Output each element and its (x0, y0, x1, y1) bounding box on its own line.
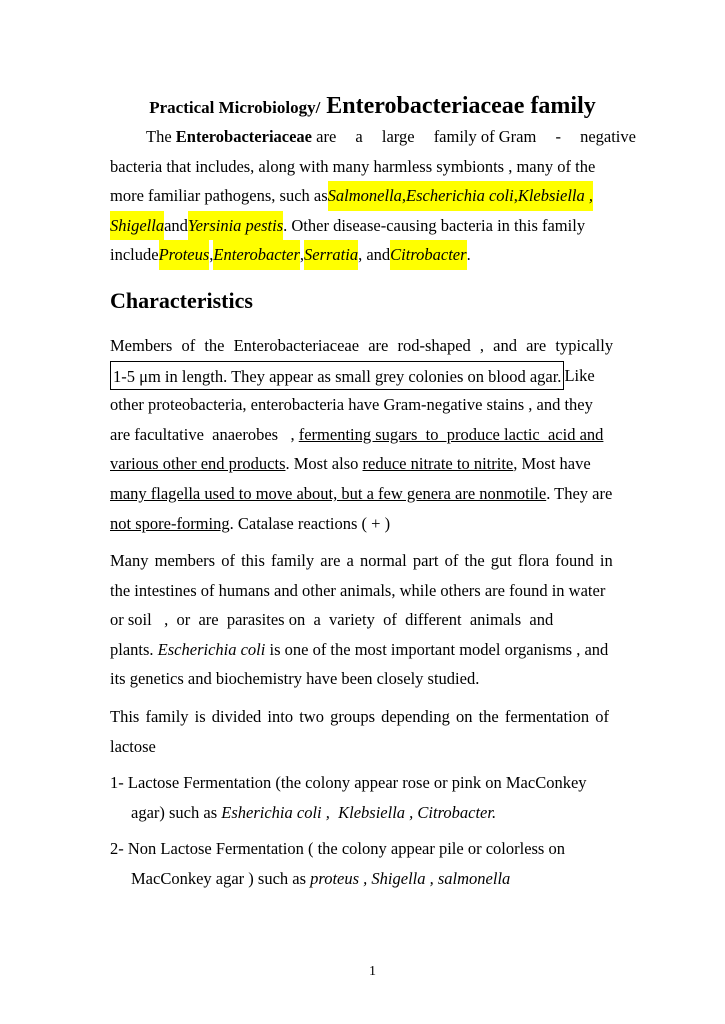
highlight-serratia: Serratia (304, 240, 358, 270)
chars-line-6: many flagella used to move about, but a few genera are nonmotile . They are (110, 483, 613, 503)
chars-line-4: are facultative anaerobes , fermenting sugars to produce lactic acid and (110, 424, 604, 444)
flora-line-3: or soil , or are parasites on a variety of different animals and (110, 610, 554, 630)
list-item-2-line-1: 2- Non Lactose Fermentation ( the colony appear pile or colorless on (110, 839, 565, 858)
highlight-citrobacter: Citrobacter (390, 240, 466, 270)
characteristics-paragraph (110, 331, 636, 538)
boxed-text: 1-5 μm in length. They appear as small grey colonies on blood agar. (110, 361, 564, 391)
highlight-proteus: Proteus (159, 240, 210, 270)
fermentation-list-2 (110, 834, 636, 893)
intro-paragraph (110, 122, 636, 270)
list-item-1-line-2: agar) such as Esherichia coli , Klebsiella , Citrobacter. (131, 802, 497, 822)
highlight-enterobacter: Enterobacter (213, 240, 299, 270)
list-item-2-line-2: MacConkey agar ) such as proteus , Shigella , salmonella (131, 868, 511, 888)
intro-line-3: more familiar pathogens, such as Salmonella , Escherichia coli , Klebsiella , (110, 181, 636, 211)
chars-line-2: 1-5 μm in length. They appear as small grey colonies on blood agar. Like (110, 361, 636, 391)
flora-line-4: plants. Escherichia coli is one of the most important model organisms , and (110, 639, 609, 659)
groups-line-1: This family is divided into two groups depending on the fermentation of (110, 707, 610, 726)
page-number: 1 (369, 964, 376, 979)
highlight-salmonella: Salmonella (328, 181, 402, 211)
chars-line-3: other proteobacteria, enterobacteria have Gram-negative stains , and they (110, 395, 593, 415)
flora-line-2: the intestines of humans and other animals, while others are found in water (110, 580, 606, 600)
intro-line-1: The Enterobacteriaceae are a large family of Gram - negative (146, 127, 636, 146)
highlight-shigella: Shigella (110, 211, 164, 241)
chars-line-1: Members of the Enterobacteriaceae are rod-shaped , and are typically (110, 336, 614, 355)
groups-line-2: lactose (110, 736, 156, 756)
highlight-yersinia: Yersinia pestis (188, 211, 283, 241)
intro-line-2: bacteria that includes, along with many harmless symbionts , many of the (110, 156, 596, 176)
groups-paragraph (110, 702, 636, 761)
list-item-1-line-1: 1- Lactose Fermentation (the colony appear rose or pink on MacConkey (110, 773, 587, 792)
flora-line-1: Many members of this family are a normal part of the gut flora found in (110, 551, 613, 570)
fermentation-list (110, 768, 636, 827)
flora-line-5: its genetics and biochemistry have been closely studied. (110, 669, 480, 689)
title-main: Enterobacteriaceae family (320, 93, 596, 119)
highlight-ecoli: Escherichia coli (406, 181, 514, 211)
intro-line-5: include Proteus , Enterobacter , Serratia , and Citrobacter . (110, 240, 636, 270)
highlight-klebsiella: Klebsiella , (518, 181, 593, 211)
flora-paragraph (110, 546, 636, 694)
intro-line-4: Shigella and Yersinia pestis . Other disease-causing bacteria in this family (110, 211, 636, 241)
section-heading-characteristics: Characteristics (110, 288, 253, 313)
chars-line-5: various other end products . Most also reduce nitrate to nitrite , Most have (110, 454, 591, 474)
chars-line-7: not spore-forming . Catalase reactions ( + ) (110, 513, 391, 533)
title-prefix: Practical Microbiology/ (149, 98, 321, 117)
